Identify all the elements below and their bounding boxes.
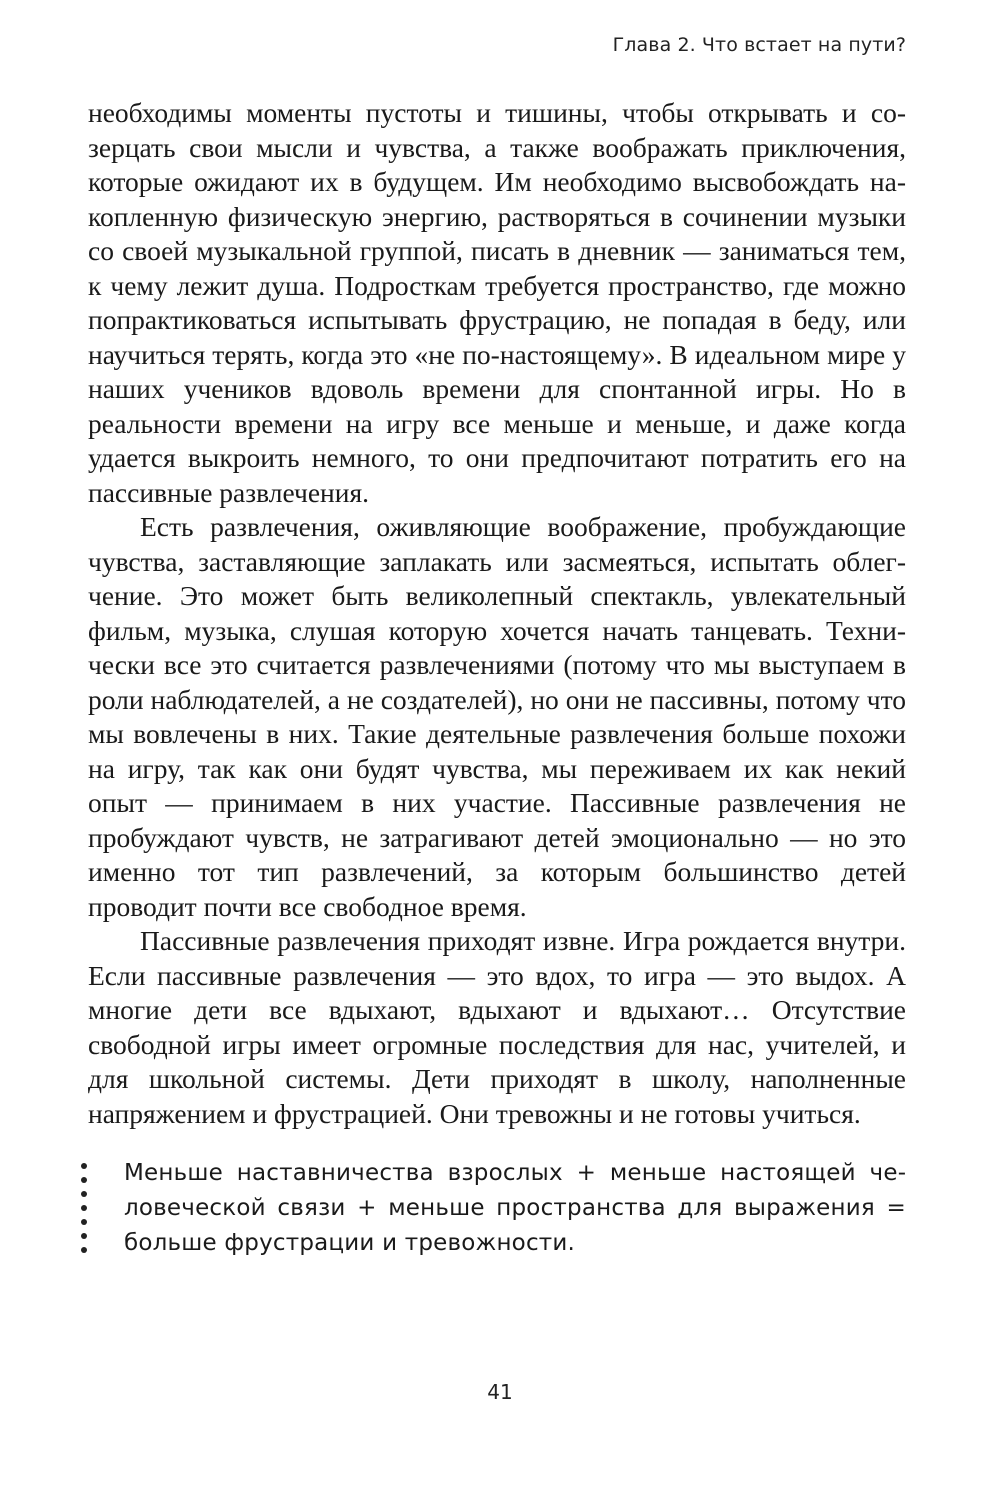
body-text <box>88 96 906 1131</box>
dotted-rule-icon <box>78 1160 90 1260</box>
paragraph-2: Есть развлечения, оживляющие воображение, пробуждающие чувства, заставляющие заплакать или засмеяться, испытать облегчение. Это может быть великолепный спектакль, увлекательный фильм, музыка, слушая которую хочется начать танцевать. Технически все это считается развлечениями (потому что мы выступаем в роли наблюдателей, а не создателей), но они не пассивны, потому что мы вовлечены в них. Такие деятельные развлечения больше похожи на игру, так как они будят чувства, мы переживаем их как некий опыт — принимаем в них участие. Пассивные развлечения не пробуждают чувств, не затрагивают детей эмоционально — но это именно тот тип развлечений, за которым большинство детей проводит почти все свободное время. <box>88 511 906 922</box>
page-number: 41 <box>487 1380 513 1404</box>
callout-text: Меньше наставничества взрослых + меньше настоящей человеческой связи + меньше пространства для выражения = больше фрустрации и тревожности. <box>124 1160 906 1256</box>
paragraph-3: Пассивные развлечения приходят извне. Игра рождается внутри. Если пассивные развлечения — это вдох, то игра — это выдох. А многие дети все вдыхают, вдыхают и вдыхают… Отсутствие свободной игры имеет огромные последствия для нас, учителей, и для школьной системы. Дети приходят в школу, наполненные напряжением и фрустрацией. Они тревожны и не готовы учиться. <box>88 925 906 1129</box>
running-head: Глава 2. Что встает на пути? <box>612 34 906 56</box>
callout-box <box>78 1156 908 1266</box>
paragraph-1: необходимы моменты пустоты и тишины, чтобы открывать и созерцать свои мысли и чувства, а также воображать приключения, которые ожидают их в будущем. Им необходимо высвобождать накопленную физическую энергию, растворяться в сочинении музыки со своей музыкальной группой, писать в дневник — заниматься тем, к чему лежит душа. Подросткам требуется пространство, где можно попрактиковаться испытывать фрустрацию, не попадая в беду, или научиться терять, когда это «не по-настоящему». В идеальном мире у наших учеников вдоволь времени для спонтанной игры. Но в реальности времени на игру все меньше и меньше, и даже когда удается выкроить немного, то они предпочитают потратить его на пассивные развлечения. <box>88 97 906 508</box>
